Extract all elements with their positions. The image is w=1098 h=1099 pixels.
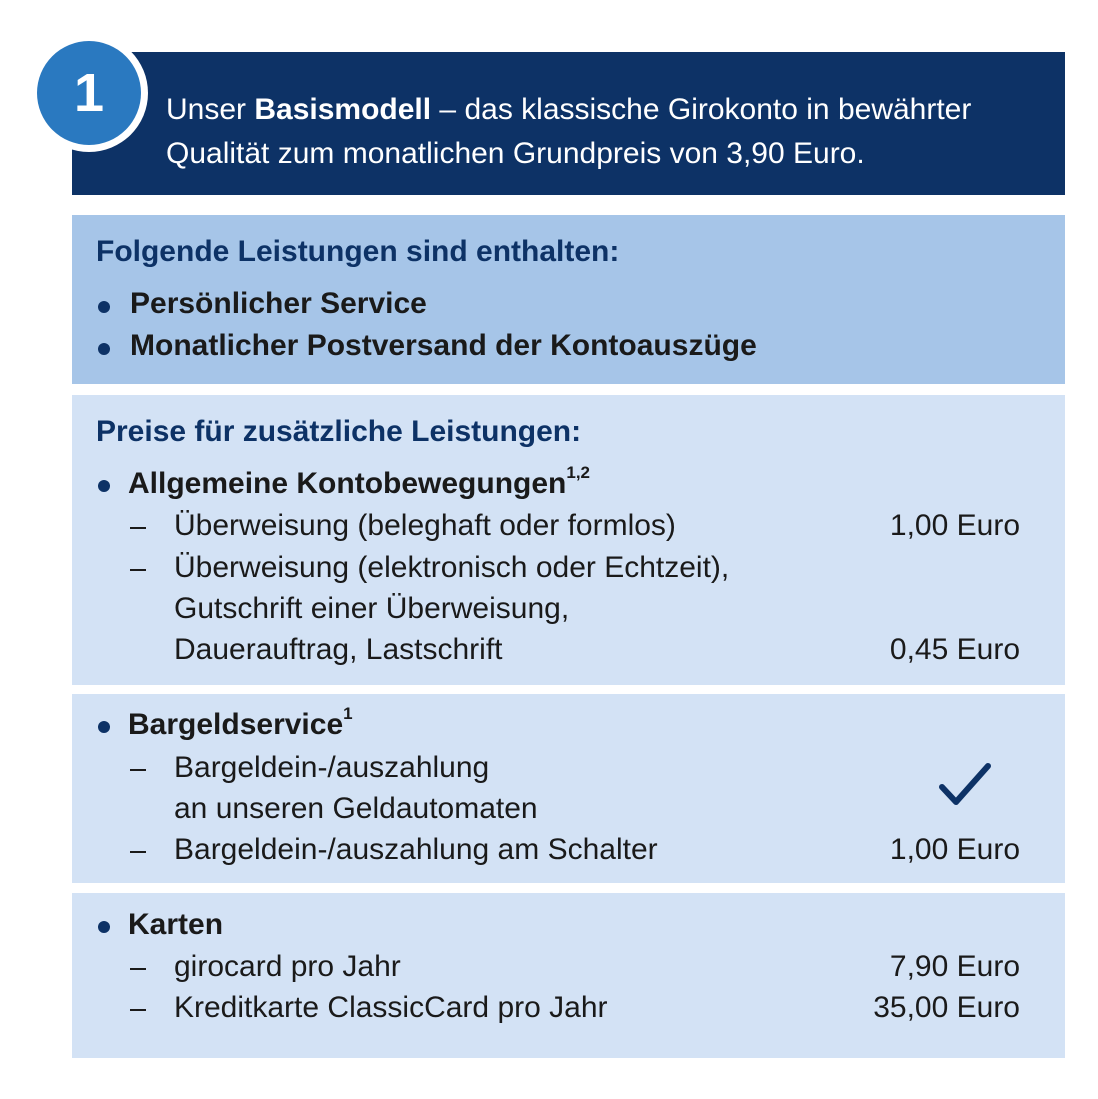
step-badge [30, 34, 148, 152]
dash-icon [130, 569, 146, 571]
service-line: Überweisung (beleghaft oder formlos) [174, 509, 676, 542]
service-price: 35,00 Euro [873, 991, 1020, 1024]
dash-icon [130, 769, 146, 771]
footnote-marker: 1,2 [566, 463, 590, 482]
cash-service-panel [72, 694, 1065, 883]
cards-title: Karten [128, 908, 224, 941]
bullet-icon [98, 343, 110, 355]
service-line: girocard pro Jahr [174, 950, 401, 983]
dash-icon [130, 851, 146, 853]
service-line: an unseren Geldautomaten [174, 792, 538, 825]
service-price: 0,45 Euro [889, 633, 1020, 666]
dash-icon [130, 968, 146, 970]
service-price: 1,00 Euro [889, 509, 1020, 542]
bullet-icon [98, 480, 110, 492]
bullet-icon [98, 721, 110, 733]
included-services-panel [72, 215, 1065, 384]
bullet-icon [98, 921, 110, 933]
account-movements-title: Allgemeine Kontobewegungen$^{1,2}$ [128, 463, 590, 500]
extra-heading: Preise für zusätzliche Leistungen: [96, 415, 582, 448]
service-line: Bargeldein-/auszahlung [174, 751, 490, 784]
service-line: Überweisung (elektronisch oder Echtzeit), [174, 551, 730, 584]
step-number: 1 [37, 41, 141, 145]
header-model-name: Basismodell [254, 93, 432, 126]
header-line-1: Unser Basismodell – das klassische Girokonto in bewährter [166, 93, 972, 126]
footnote-marker: 1 [343, 704, 353, 723]
included-heading: Folgende Leistungen sind enthalten: [96, 235, 620, 268]
cards-panel [72, 893, 1065, 1058]
service-line: Gutschrift einer Überweisung, [174, 592, 570, 625]
included-item: Persönlicher Service [130, 287, 427, 320]
service-line: Kreditkarte ClassicCard pro Jahr [174, 991, 608, 1024]
included-item: Monatlicher Postversand der Kontoauszüge [130, 329, 757, 362]
bullet-icon [98, 301, 110, 313]
service-line: Bargeldein-/auszahlung am Schalter [174, 833, 658, 866]
checkmark-icon [938, 762, 992, 808]
dash-icon [130, 527, 146, 529]
header-line-2: Qualität zum monatlichen Grundpreis von 3,90 Euro. [166, 137, 865, 170]
dash-icon [130, 1009, 146, 1011]
header-banner [72, 52, 1065, 195]
cash-service-title: Bargeldservice$^1$ [128, 704, 353, 741]
service-line: Dauerauftrag, Lastschrift [174, 633, 503, 666]
service-price: 1,00 Euro [889, 833, 1020, 866]
service-price: 7,90 Euro [889, 950, 1020, 983]
account-movements-panel [72, 395, 1065, 685]
